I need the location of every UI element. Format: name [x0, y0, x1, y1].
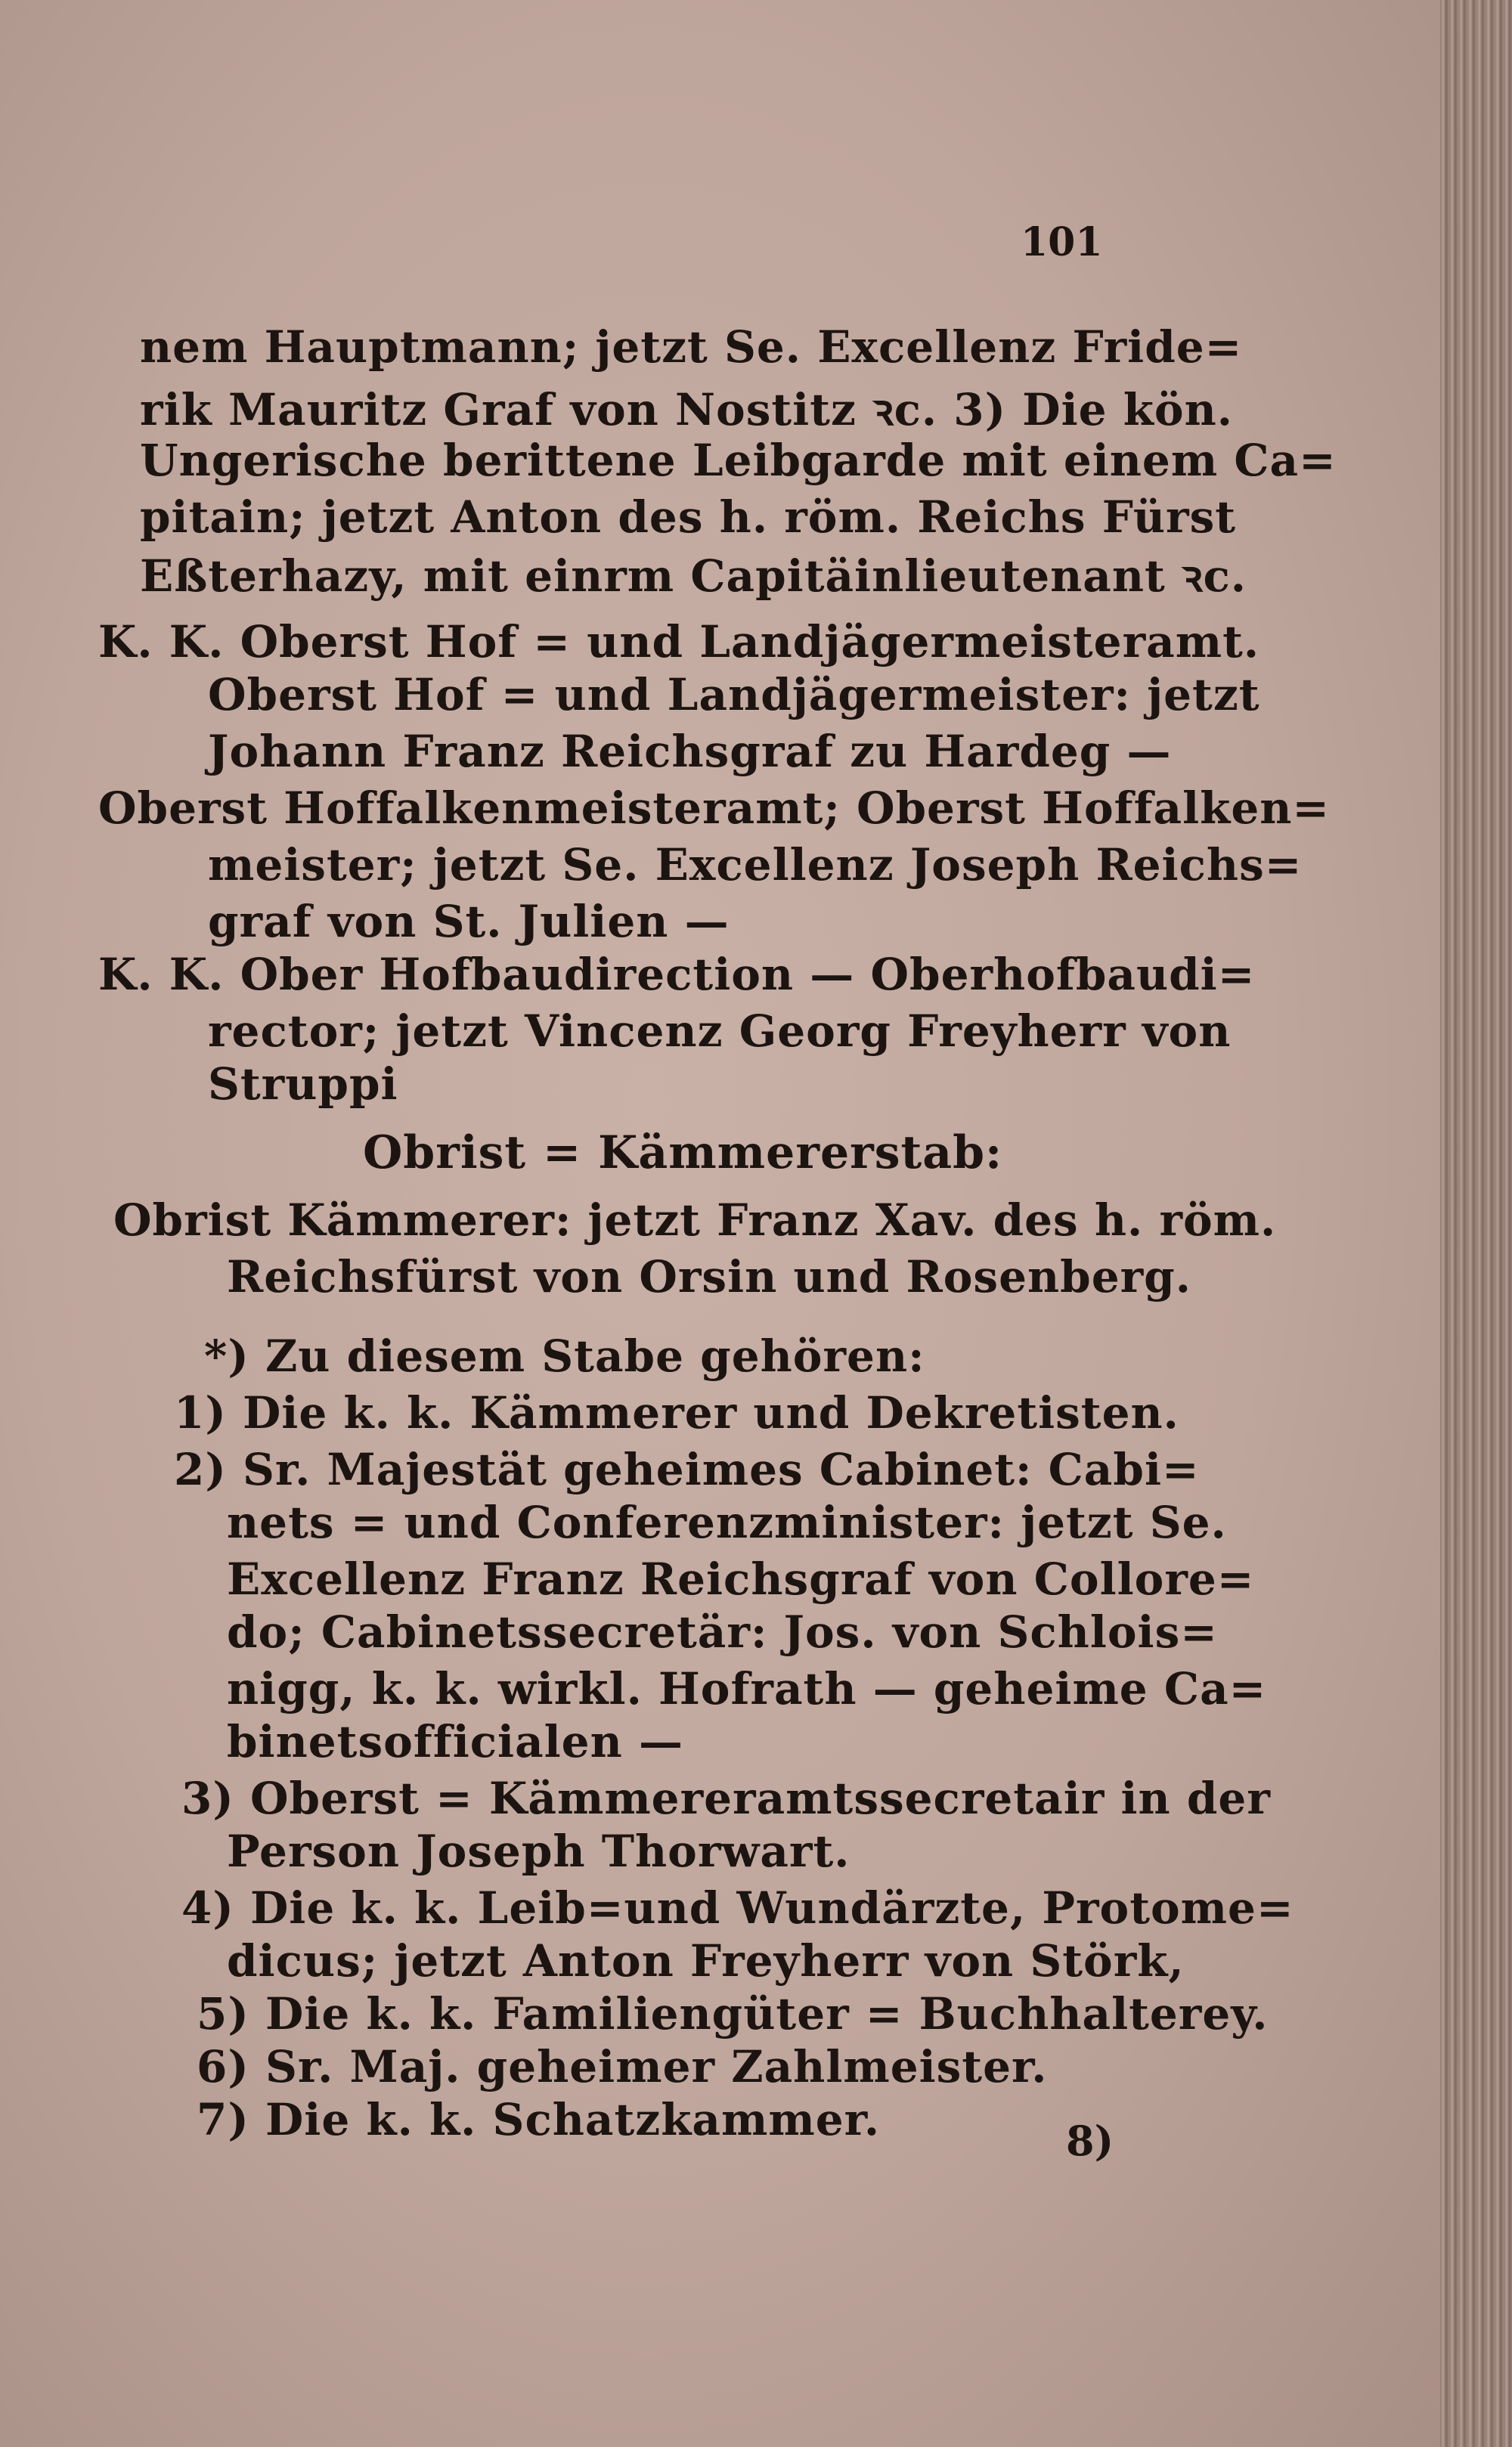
text-line: rector; jetzt Vincenz Georg Freyherr von — [208, 1005, 1232, 1057]
text-line: nets = und Conferenzminister: jetzt Se. — [227, 1497, 1227, 1548]
text-line: Reichsfürst von Orsin und Rosenberg. — [227, 1251, 1191, 1302]
section-heading: K. K. Ober Hofbaudirection — Oberhofbaudi= — [98, 949, 1256, 1000]
text-line: nem Hauptmann; jetzt Se. Excellenz Fride= — [140, 321, 1243, 373]
list-item: 5) Die k. k. Familiengüter = Buchhalterey. — [197, 1988, 1269, 2040]
text-line: nigg, k. k. wirkl. Hofrath — geheime Ca= — [227, 1663, 1267, 1714]
text-line: Ungerische berittene Leibgarde mit einem Ca= — [140, 435, 1337, 486]
text-line: pitain; jetzt Anton des h. röm. Reichs Fürst — [140, 491, 1237, 543]
text-line: Struppi — [208, 1058, 398, 1110]
text-line: Oberst Hof = und Landjägermeister: jetzt — [208, 669, 1260, 720]
section-heading: K. K. Oberst Hof = und Landjägermeisteramt. — [98, 616, 1260, 668]
list-item: 4) Die k. k. Leib=und Wundärzte, Protome= — [181, 1882, 1294, 1934]
text-line: rik Mauritz Graf von Nostitz ꝛc. 3) Die kön. — [140, 384, 1233, 435]
text-line: meister; jetzt Se. Excellenz Joseph Reichs= — [208, 839, 1303, 891]
text-line: Person Joseph Thorwart. — [227, 1826, 850, 1877]
text-line: graf von St. Julien — — [208, 896, 730, 947]
text-line: dicus; jetzt Anton Freyherr von Störk, — [227, 1935, 1185, 1987]
text-line: Johann Franz Reichsgraf zu Hardeg — — [208, 726, 1172, 777]
text-line: Obrist Kämmerer: jetzt Franz Xav. des h. röm. — [113, 1194, 1277, 1246]
note-heading: *) Zu diesem Stabe gehören: — [204, 1330, 925, 1382]
list-item: 1) Die k. k. Kämmerer und Dekretisten. — [174, 1387, 1179, 1439]
page-edge — [1440, 0, 1512, 2447]
section-heading: Oberst Hoffalkenmeisteramt; Oberst Hoffalken= — [98, 782, 1331, 834]
list-item: 3) Oberst = Kämmereramtssecretair in der — [181, 1773, 1271, 1824]
text-line: binetsofficialen — — [227, 1716, 683, 1767]
catchword: 8) — [1066, 2117, 1114, 2165]
text-line: do; Cabinetssecretär: Jos. von Schlois= — [227, 1606, 1218, 1658]
page-number: 101 — [1021, 219, 1103, 265]
list-item: 7) Die k. k. Schatzkammer. — [197, 2094, 881, 2145]
section-title: Obrist = Kämmererstab: — [363, 1126, 1003, 1179]
text-line: Eßterhazy, mit einrm Capitäinlieutenant ꝛc. — [140, 550, 1247, 602]
list-item: 6) Sr. Maj. geheimer Zahlmeister. — [197, 2041, 1048, 2092]
list-item: 2) Sr. Majestät geheimes Cabinet: Cabi= — [174, 1444, 1200, 1495]
text-line: Excellenz Franz Reichsgraf von Collore= — [227, 1553, 1255, 1605]
